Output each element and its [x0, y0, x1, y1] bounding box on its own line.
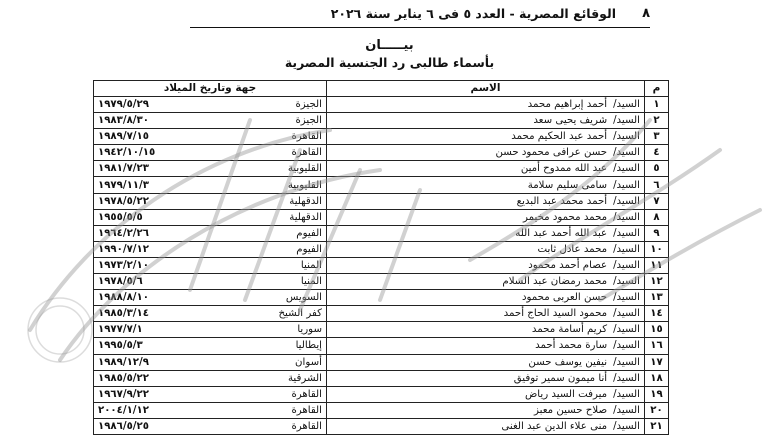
row-number: ١	[645, 97, 669, 113]
honorific: السيد/	[613, 243, 640, 255]
applicant-name-cell	[327, 193, 645, 209]
honorific: السيد/	[613, 420, 640, 432]
birth-place: القاهرة	[222, 145, 327, 161]
birth-date: ١٩٩٥/٥/٣	[94, 338, 222, 354]
row-number: ١٢	[645, 274, 669, 290]
row-number: ١٧	[645, 354, 669, 370]
applicant-name-cell	[327, 290, 645, 306]
applicant-name-cell	[327, 129, 645, 145]
applicant-name: أنا ميمون سمير توفيق	[513, 372, 608, 384]
applicants-table	[93, 80, 669, 435]
applicant-name: حسن العربى محمود	[521, 292, 608, 304]
row-number: ٩	[645, 225, 669, 241]
row-number: ١٨	[645, 370, 669, 386]
birth-date: ١٩٥٥/٥/٥	[94, 209, 222, 225]
birth-place: الدقهلية	[222, 209, 327, 225]
table-row	[94, 161, 669, 177]
table-row	[94, 418, 669, 434]
table-row	[94, 290, 669, 306]
birth-place: القاهرة	[222, 418, 327, 434]
table-row	[94, 274, 669, 290]
header-birth-place-date: جهة وتاريخ الميلاد	[94, 81, 327, 97]
birth-place: الفيوم	[222, 241, 327, 257]
table-row	[94, 145, 669, 161]
row-number: ١٦	[645, 338, 669, 354]
birth-place: الشرقية	[222, 370, 327, 386]
birth-date: ١٩٨٨/٨/١٠	[94, 290, 222, 306]
table-row	[94, 402, 669, 418]
birth-date: ١٩٧٣/٢/١٠	[94, 257, 222, 273]
applicant-name-cell	[327, 161, 645, 177]
applicant-name-cell	[327, 418, 645, 434]
birth-date: ١٩٨٦/٥/٢٥	[94, 418, 222, 434]
applicant-name: أحمد إبراهيم محمد	[527, 99, 608, 111]
honorific: السيد/	[613, 388, 640, 400]
honorific: السيد/	[613, 324, 640, 336]
honorific: السيد/	[613, 308, 640, 320]
birth-date: ١٩٨٩/٧/١٥	[94, 129, 222, 145]
honorific: السيد/	[613, 292, 640, 304]
birth-date: ١٩٧٧/٧/١	[94, 322, 222, 338]
page-number: ٨	[642, 6, 650, 21]
applicant-name: كريم أسامة محمد	[531, 324, 608, 336]
birth-date: ٢٠٠٤/١/١٢	[94, 402, 222, 418]
header-number: م	[645, 81, 669, 97]
birth-date: ١٩٨٥/٣/١٤	[94, 306, 222, 322]
birth-date: ١٩٨٥/٥/٢٢	[94, 370, 222, 386]
applicant-name-cell	[327, 322, 645, 338]
applicant-name: أحمد عبد الحكيم محمد	[511, 131, 608, 143]
birth-place: القاهرة	[222, 386, 327, 402]
applicant-name: شريف يحيى سعد	[533, 115, 608, 127]
applicant-name-cell	[327, 177, 645, 193]
honorific: السيد/	[613, 131, 640, 143]
table-row	[94, 338, 669, 354]
honorific: السيد/	[613, 99, 640, 111]
row-number: ٢١	[645, 418, 669, 434]
row-number: ١٣	[645, 290, 669, 306]
applicant-name-cell	[327, 209, 645, 225]
birth-place: السويس	[222, 290, 327, 306]
table-row	[94, 113, 669, 129]
applicant-name-cell	[327, 145, 645, 161]
birth-date: ١٩٧٨/٥/٦	[94, 274, 222, 290]
honorific: السيد/	[613, 259, 640, 271]
table-row	[94, 209, 669, 225]
applicant-name: صلاح حسين معبز	[534, 404, 608, 416]
applicant-name: محمود السيد الحاج أحمد	[503, 308, 608, 320]
applicant-name: نيفين يوسف حسن	[528, 356, 608, 368]
table-row	[94, 97, 669, 113]
row-number: ٦	[645, 177, 669, 193]
honorific: السيد/	[613, 147, 640, 159]
applicant-name-cell	[327, 113, 645, 129]
row-number: ١٥	[645, 322, 669, 338]
honorific: السيد/	[613, 404, 640, 416]
header-rule	[190, 27, 650, 28]
table-header-row	[94, 81, 669, 97]
header-name: الاسم	[327, 81, 645, 97]
birth-place: إيطاليا	[222, 338, 327, 354]
birth-place: أسوان	[222, 354, 327, 370]
table-row	[94, 193, 669, 209]
birth-date: ١٩٩٠/٧/١٢	[94, 241, 222, 257]
table-row	[94, 306, 669, 322]
row-number: ١٩	[645, 386, 669, 402]
birth-place: الدقهلية	[222, 193, 327, 209]
birth-date: ١٩٦٧/٩/٢٢	[94, 386, 222, 402]
birth-date: ١٩٦٤/٢/٢٦	[94, 225, 222, 241]
applicant-name: سامى سليم سلامة	[527, 179, 608, 191]
table-row	[94, 177, 669, 193]
applicant-name: حسن عرافى محمود حسن	[495, 147, 608, 159]
birth-place: الجيزة	[222, 97, 327, 113]
birth-date: ١٩٨٩/١٢/٩	[94, 354, 222, 370]
table-row	[94, 129, 669, 145]
applicant-name-cell	[327, 274, 645, 290]
birth-place: القاهرة	[222, 129, 327, 145]
statement-heading: بيـــــان	[365, 38, 414, 53]
honorific: السيد/	[613, 227, 640, 239]
row-number: ٥	[645, 161, 669, 177]
table-row	[94, 322, 669, 338]
applicant-name: عصام أحمد محمود	[528, 259, 608, 271]
applicant-name-cell	[327, 402, 645, 418]
row-number: ١١	[645, 257, 669, 273]
row-number: ٤	[645, 145, 669, 161]
applicant-name: محمد عادل ثابت	[537, 243, 608, 255]
applicant-name: ميرفت السيد رياض	[524, 388, 608, 400]
honorific: السيد/	[613, 179, 640, 191]
applicant-name-cell	[327, 338, 645, 354]
honorific: السيد/	[613, 115, 640, 127]
row-number: ١٤	[645, 306, 669, 322]
birth-place: القليوبية	[222, 177, 327, 193]
applicant-name-cell	[327, 97, 645, 113]
birth-date: ١٩٨١/٧/٢٣	[94, 161, 222, 177]
applicant-name-cell	[327, 354, 645, 370]
table-row	[94, 386, 669, 402]
applicant-name: عبد الله أحمد عبد الله	[515, 227, 608, 239]
applicant-name-cell	[327, 306, 645, 322]
honorific: السيد/	[613, 163, 640, 175]
page-header	[188, 6, 650, 26]
applicant-name: محمد محمود مخيمر	[523, 211, 608, 223]
honorific: السيد/	[613, 195, 640, 207]
row-number: ٨	[645, 209, 669, 225]
birth-date: ١٩٤٢/١٠/١٥	[94, 145, 222, 161]
table-row	[94, 354, 669, 370]
applicant-name: أحمد محمد عبد البديع	[516, 195, 608, 207]
gazette-issue-title: الوقائع المصرية - العدد ٥ فى ٦ يناير سنة ٢٠٢٦	[330, 6, 616, 21]
birth-place: المنيا	[222, 274, 327, 290]
birth-place: سوريا	[222, 322, 327, 338]
birth-date: ١٩٨٣/٨/٣٠	[94, 113, 222, 129]
row-number: ٣	[645, 129, 669, 145]
table-row	[94, 225, 669, 241]
birth-place: الجيزة	[222, 113, 327, 129]
birth-place: الفيوم	[222, 225, 327, 241]
birth-place: كفر الشيخ	[222, 306, 327, 322]
applicant-name-cell	[327, 225, 645, 241]
birth-date: ١٩٧٨/٥/٢٢	[94, 193, 222, 209]
row-number: ٧	[645, 193, 669, 209]
table-row	[94, 257, 669, 273]
applicant-name: سارة محمد أحمد	[535, 340, 608, 352]
row-number: ١٠	[645, 241, 669, 257]
honorific: السيد/	[613, 276, 640, 288]
row-number: ٢	[645, 113, 669, 129]
honorific: السيد/	[613, 211, 640, 223]
applicant-name-cell	[327, 241, 645, 257]
applicant-name: محمد رمضان عبد السلام	[502, 276, 608, 288]
statement-subheading: بأسماء طالبى رد الجنسية المصرية	[284, 55, 495, 70]
applicant-name: عبد الله ممدوح أمين	[520, 163, 608, 175]
birth-place: القليوبية	[222, 161, 327, 177]
honorific: السيد/	[613, 356, 640, 368]
birth-place: المنيا	[222, 257, 327, 273]
table-row	[94, 370, 669, 386]
row-number: ٢٠	[645, 402, 669, 418]
honorific: السيد/	[613, 372, 640, 384]
birth-place: القاهرة	[222, 402, 327, 418]
applicant-name-cell	[327, 386, 645, 402]
honorific: السيد/	[613, 340, 640, 352]
applicant-name-cell	[327, 370, 645, 386]
applicant-name-cell	[327, 257, 645, 273]
applicant-name: منى علاء الدين عبد الغنى	[501, 420, 608, 432]
table-row	[94, 241, 669, 257]
birth-date: ١٩٧٩/١١/٣	[94, 177, 222, 193]
birth-date: ١٩٧٩/٥/٢٩	[94, 97, 222, 113]
